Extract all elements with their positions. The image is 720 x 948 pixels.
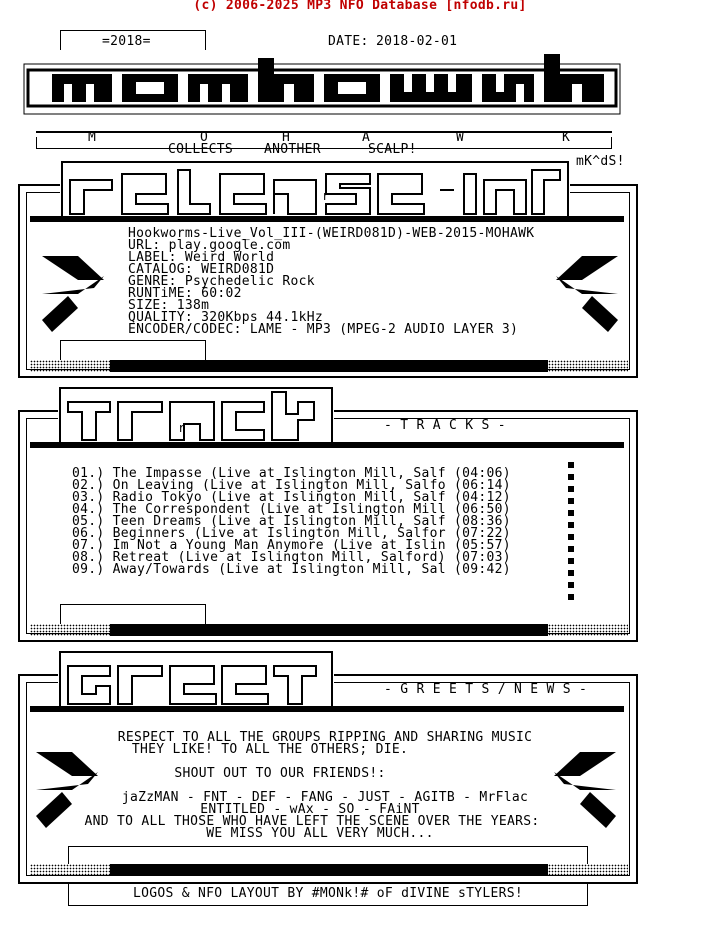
release-info-dither-right (548, 360, 628, 372)
tracks-dither-left (30, 624, 110, 636)
track-06: 06.) Beginners (Live at Islington Mill, Salfor (07:22) (72, 526, 511, 541)
side-marker (568, 462, 574, 468)
release-encoder: ENCODER/CODEC: LAME - MP3 (MPEG-2 AUDIO LAYER 3) (128, 322, 519, 337)
mohawk-logo (22, 50, 622, 126)
release-catalog: CATALOG: WEIRD081D (128, 262, 275, 277)
spelled-m: M (88, 130, 97, 145)
tracks-heading: - T R A C K S - (384, 418, 506, 433)
left-arrow-decoration (38, 248, 110, 320)
release-runtime: RUNTiME: 60:02 (128, 286, 242, 301)
tracks-dither-right (548, 624, 628, 636)
greets-dither-left (30, 864, 110, 876)
spelled-rule-top (36, 131, 612, 133)
svg-text:r: r (178, 421, 186, 435)
release-url: URL: play.google.com (128, 238, 291, 253)
greets-line-1: RESPECT TO ALL THE GROUPS RIPPING AND SHARING MUSIC (117, 730, 533, 745)
date-label: DATE: (328, 34, 369, 49)
side-marker (568, 558, 574, 564)
track-03: 03.) Radio Tokyo (Live at Islington Mill, Salf (04:12) (72, 490, 511, 505)
tagline-another: ANOTHER (264, 142, 321, 157)
release-info-logo (60, 160, 570, 222)
spelled-h: H (282, 130, 291, 145)
release-info-logo-art (60, 160, 570, 222)
track-05: 05.) Teen Dreams (Live at Islington Mill, Salf (08:36) (72, 514, 511, 529)
release-info-tab (60, 340, 206, 360)
footer-credit: LOGOS & NFO LAYOUT BY #MONk!# oF dIVINE sTYLERS! (132, 886, 524, 901)
side-marker (568, 474, 574, 480)
release-label: LABEL: Weird World (128, 250, 275, 265)
tracks-rule (30, 442, 624, 448)
tracks-logo (58, 386, 334, 448)
greets-logo (58, 650, 334, 712)
greets-heading: - G R E E T S / N E W S - (384, 682, 588, 697)
greets-line-7: ENTITLED - wAx - SO - FAiNT (200, 802, 420, 817)
svg-text:r: r (322, 189, 330, 203)
release-genre: GENRE: Psychedelic Rock (128, 274, 315, 289)
year-tag: =2018= (102, 34, 151, 49)
release-quality: QUALITY: 320Kbps 44.1kHz (128, 310, 324, 325)
greets-line-9: WE MISS YOU ALL VERY MUCH... (206, 826, 434, 841)
side-marker (568, 522, 574, 528)
greets-line-8: AND TO ALL THOSE WHO HAVE LEFT THE SCENE OVER THE YEARS: (84, 814, 540, 829)
side-marker (568, 486, 574, 492)
greets-rule (30, 706, 624, 712)
greets-tab (68, 846, 588, 864)
track-07: 07.) Im Not a Young Man Anymore (Live at Islin (05:57) (72, 538, 511, 553)
side-marker (568, 510, 574, 516)
tagline-frame (36, 137, 612, 149)
release-info-dither-left (30, 360, 110, 372)
side-marker (568, 498, 574, 504)
spelled-a: A (362, 130, 371, 145)
tagline-collects: COLLECTS (168, 142, 234, 157)
tracks-logo-art (58, 386, 334, 448)
release-info-footer-bar (110, 360, 548, 372)
release-info-rule (30, 216, 624, 222)
track-09: 09.) Away/Towards (Live at Islington Mill, Sal (09:42) (72, 562, 511, 577)
site-banner: (c) 2006-2025 MP3 NFO Database [nfodb.ru] (193, 0, 527, 13)
side-marker (568, 570, 574, 576)
right-arrow-decoration (550, 248, 622, 320)
spelled-k: K (562, 130, 571, 145)
side-marker (568, 594, 574, 600)
greets-footer-bar (110, 864, 548, 876)
greets-dither-right (548, 864, 628, 876)
greets-line-4: SHOUT OUT TO OUR FRIENDS!: (174, 766, 386, 781)
side-marker (568, 534, 574, 540)
track-02: 02.) On Leaving (Live at Islington Mill, Salfo (06:14) (72, 478, 511, 493)
tracks-footer-bar (110, 624, 548, 636)
release-size: SIZE: 138m (128, 298, 210, 313)
right-arrow-art (550, 248, 622, 332)
tagline-scalp: SCALP! (368, 142, 417, 157)
spelled-o: O (200, 130, 209, 145)
greets-line-6: jaZzMAN - FNT - DEF - FANG - JUST - AGITB - MrFlac (121, 790, 529, 805)
left-arrow-art (38, 248, 110, 332)
release-title: Hookworms-Live_Vol_III-(WEIRD081D)-WEB-2015-MOHAWK (128, 226, 535, 241)
greets-logo-art (58, 650, 334, 712)
signature: mK^dS! (576, 154, 625, 169)
side-marker (568, 546, 574, 552)
tracks-tab (60, 604, 206, 624)
side-marker (568, 582, 574, 588)
track-01: 01.) The Impasse (Live at Islington Mill, Salf (04:06) (72, 466, 511, 481)
track-04: 04.) The Correspondent (Live at Islington Mill (06:50) (72, 502, 511, 517)
date-value: 2018-02-01 (376, 34, 458, 49)
mohawk-logo-art (22, 50, 622, 126)
track-08: 08.) Retreat (Live at Islington Mill, Salford) (07:03) (72, 550, 511, 565)
spelled-w: W (456, 130, 465, 145)
greets-line-2: THEY LIKE! TO ALL THE OTHERS; DIE. (131, 742, 409, 757)
